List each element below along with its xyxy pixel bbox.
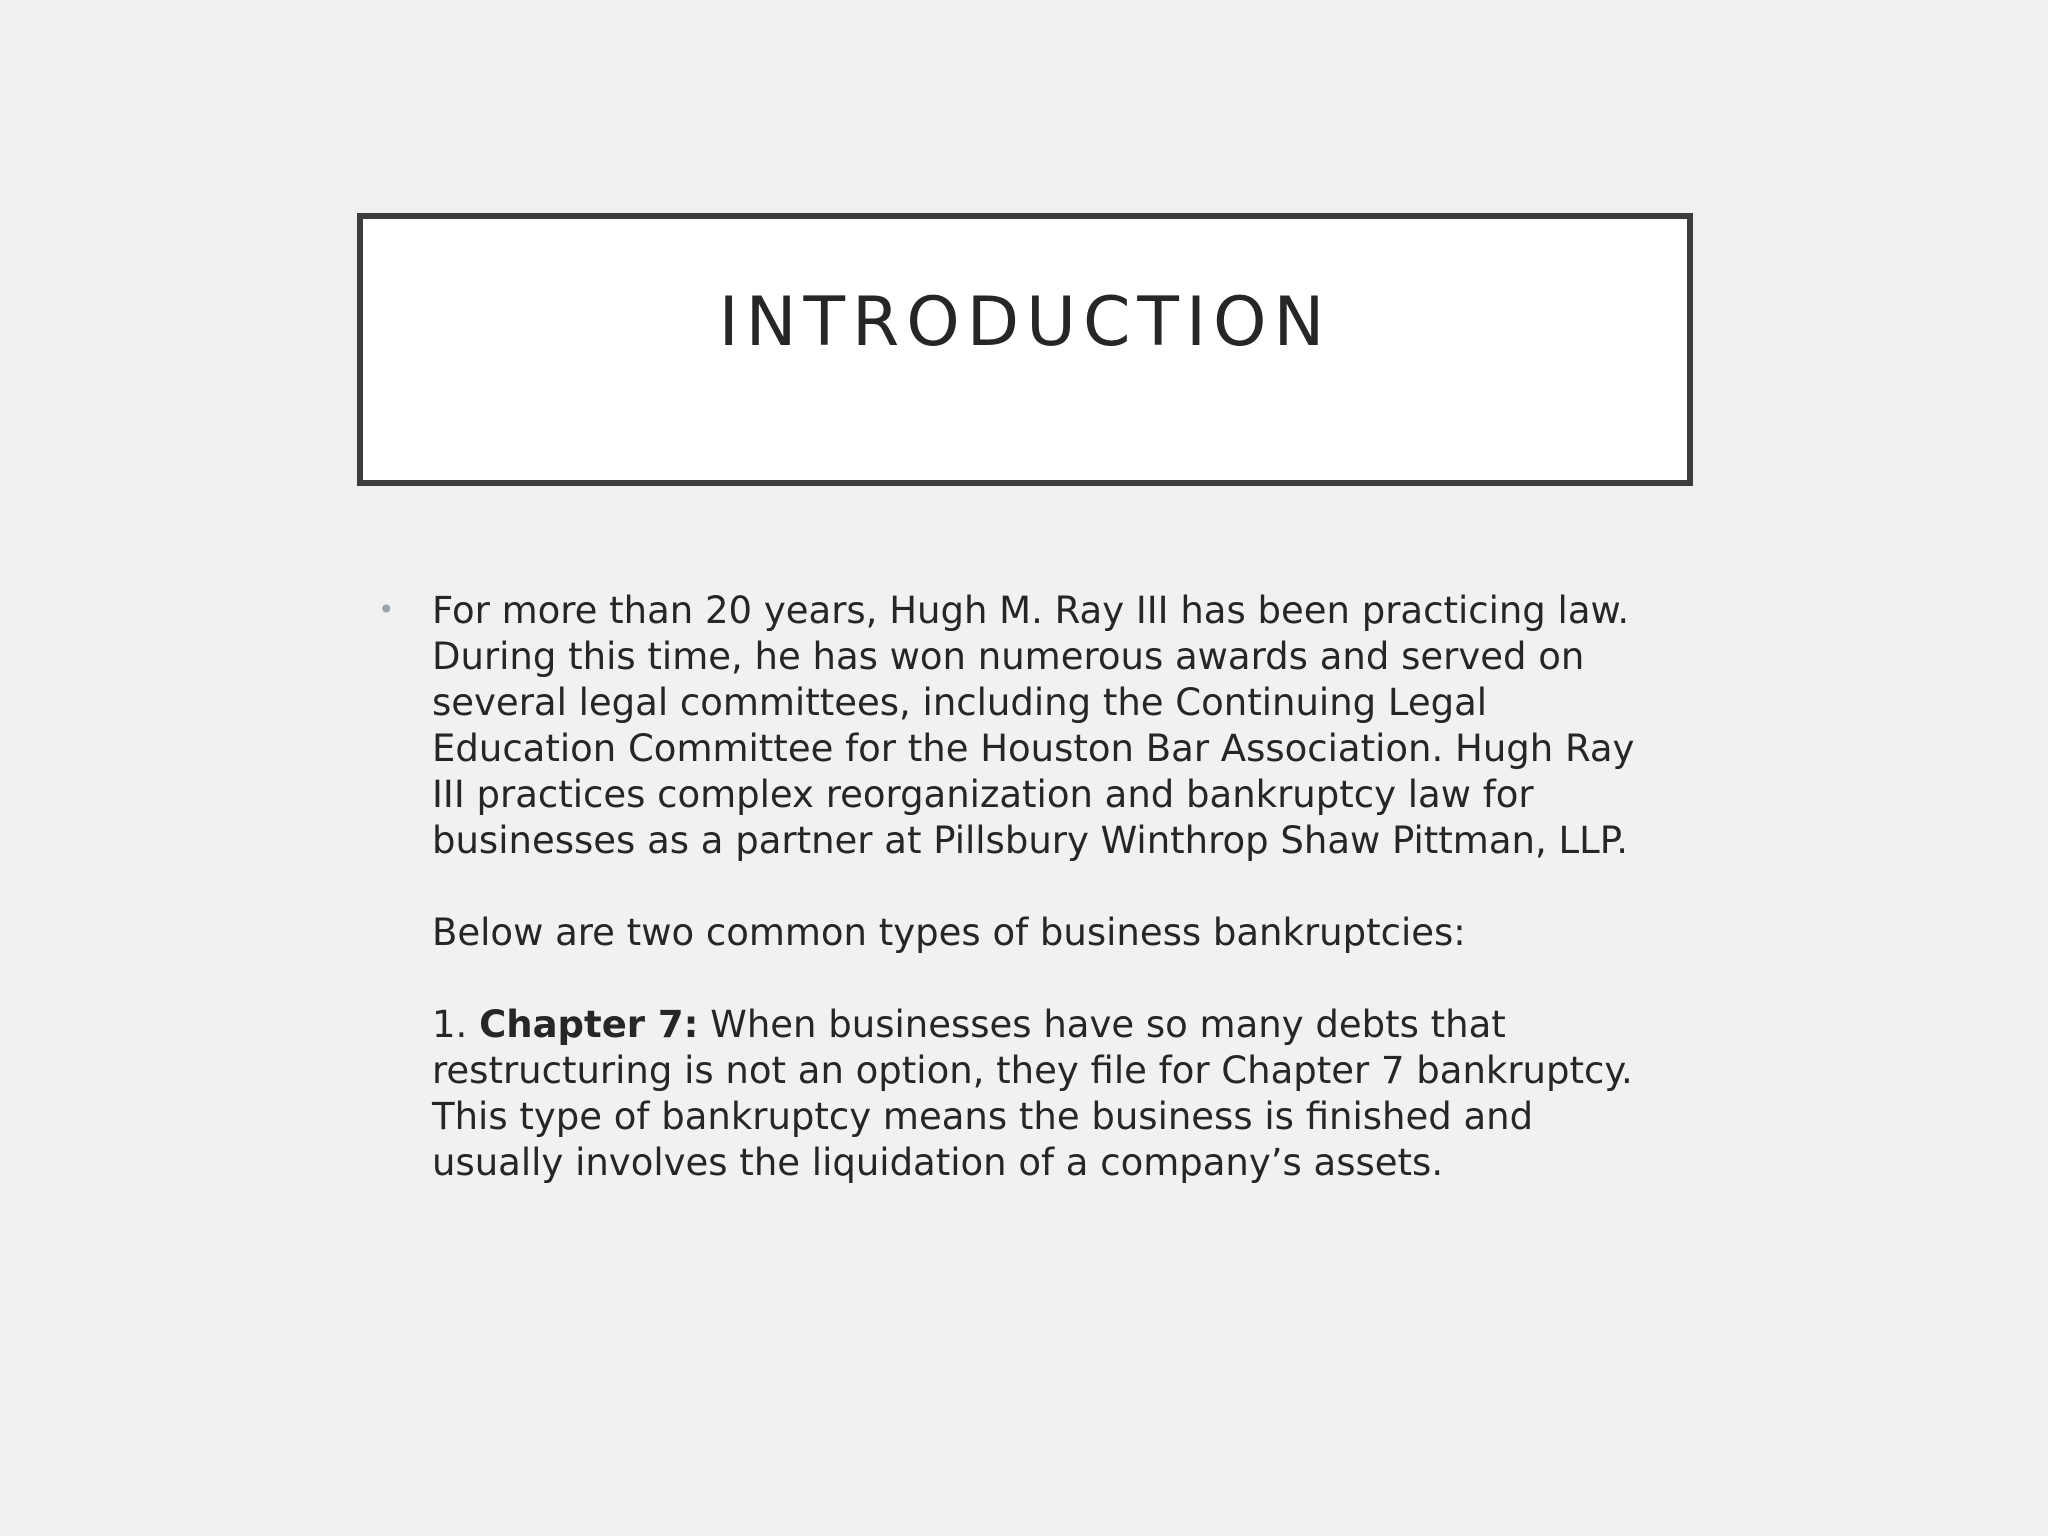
item-text: When businesses have so many debts that restructuring is not an option, they file for Chapter 7 bankruptcy. This type of bankruptcy means the business is finished and usually involves the liquidation of a company’s assets. [432,1003,1633,1184]
chapter-7-item [432,1002,1672,1186]
bullet-icon: • [378,593,395,626]
intro-paragraph: For more than 20 years, Hugh M. Ray III has been practicing law. During this time, he has won numerous awards and served on several legal committees, including the Continuing Legal Education Committee for the Houston Bar Association. Hugh Ray III practices complex reorganization and bankruptcy law for businesses as a partner at Pillsbury Winthrop Shaw Pittman, LLP. [432,589,1635,862]
title-box [357,213,1693,486]
bullet-item [378,588,1678,1186]
slide-title: INTRODUCTION [718,283,1332,362]
slide-body [378,588,1678,1186]
item-label: Chapter 7: [479,1003,699,1046]
bankruptcy-types-paragraph: Below are two common types of business bankruptcies: [432,911,1466,954]
item-number: 1. [432,1003,468,1046]
paragraph-spacer [432,864,1678,910]
paragraph-spacer [432,956,1678,1002]
